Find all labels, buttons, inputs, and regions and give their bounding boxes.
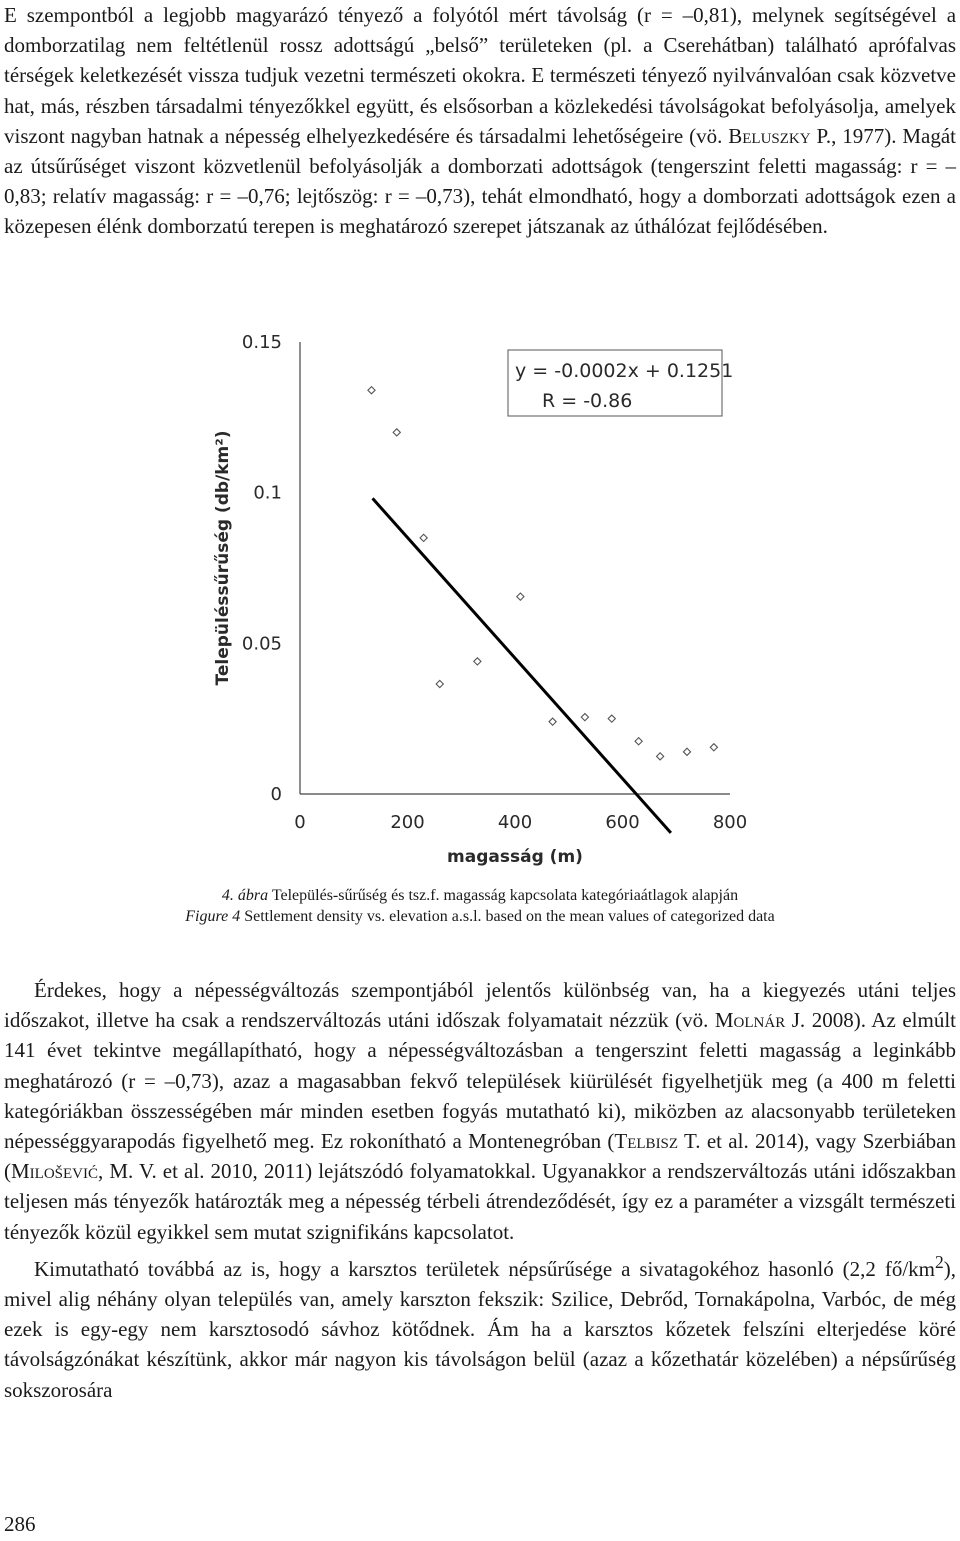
text-segment: , M. V. et al. 2010, 2011) lejátszódó folyamatokkal. Ugyanakkor a rendszerváltozás utáni időszakban teljesen más tényezők határozták meg a népesség térbeli átrendeződését, így ez a paraméter a vizsgált természeti tényezők közül egyikkel sem mutat szignifikáns kapcsolatot. xyxy=(4,1159,956,1244)
figure-caption-hu xyxy=(0,885,960,907)
data-point xyxy=(436,680,443,687)
author-reference: Molnár xyxy=(714,1008,786,1033)
text-line: Cserehátban) található aprófalvas térségek keletkezését vissza tudjuk vezetni természeti xyxy=(4,33,957,88)
x-tick-label: 0 xyxy=(294,812,306,833)
data-point xyxy=(635,738,642,745)
page-number: 286 xyxy=(4,1512,36,1536)
text-line: nagyban hatnak a népesség elhelyezkedésére és társadalmi lehetőségeire (vö. xyxy=(70,123,729,148)
data-point xyxy=(608,715,615,722)
text-segment: J. 2008). Az elmúlt 141 évet tekintve megállapítható, hogy a népességváltozásban a tengerszint feletti magasság a leginkább meghatározó (r = –0,73), azaz a magasabban fekvő települések kiürülését figyelhetjük meg (a 400 m feletti kategóriákban összességében már minden esetben fogyás mutatható ki), miközben az alacsonyabb területeken népességgyarapodás figyelhető meg. Ez rokonítható a Montenegróban ( xyxy=(4,1008,956,1154)
data-point xyxy=(420,534,427,541)
x-tick-label: 400 xyxy=(497,812,533,833)
equation-box xyxy=(508,350,733,416)
figure-scatter-chart xyxy=(200,328,760,880)
trendline-line xyxy=(373,498,671,832)
data-point xyxy=(549,718,556,725)
figure-caption-en xyxy=(0,906,960,928)
x-tick-labels xyxy=(294,812,747,833)
x-tick-label: 200 xyxy=(390,812,425,833)
caption-label: 4. ábra xyxy=(221,887,269,904)
data-point xyxy=(581,714,588,721)
author-reference: Telbisz xyxy=(614,1129,679,1154)
data-point xyxy=(683,748,690,755)
y-axis-label: Településsűrűség (db/km²) xyxy=(213,430,233,686)
text-segment: Érdekes, hogy a népességváltozás szempontjából jelentős különbség van, ha a kiegyezés utáni teljes időszakot, illetve ha csak a rendszerváltozás utáni időszak folyamatait nézzük (vö. xyxy=(4,978,956,1033)
scatter-chart xyxy=(200,328,760,880)
text-line: tényezőkkel együtt, és elsősorban a közlekedési távolságokat befolyásolja, amelyek viszont xyxy=(4,93,956,148)
caption-text: Settlement density vs. elevation a.s.l. based on the mean values of categorized data xyxy=(240,908,775,925)
x-tick-label: 600 xyxy=(605,812,640,833)
caption-label: Figure 4 xyxy=(185,908,241,925)
author-reference: Beluszky xyxy=(728,123,811,148)
equation-text: y = -0.0002x + 0.1251 xyxy=(515,360,734,382)
data-point xyxy=(393,429,400,436)
data-point xyxy=(474,658,481,665)
data-point xyxy=(368,387,375,394)
trendline xyxy=(373,498,671,832)
text-segment: P., 1977). Magát az útsűrűséget viszont közvetlenül befolyásolják a domborzati adottságok (tengerszint feletti magasság: r = –0,83; relatív magasság: r = –0,76; lejtőszög: r = –0,73), tehát elmondható, hogy a domborzati adottságok ezen a közepesen élénk domborzatú terepen is meghatározó szerepet játszanak az úthálózat fejlődésében. xyxy=(4,123,957,239)
x-tick-label: 800 xyxy=(712,812,748,833)
y-tick-label: 0.15 xyxy=(241,332,282,353)
text-segment: ), mivel alig néhány olyan település van, amely karszton fekszik: Szilice, Debrőd, Tornakápolna, Varbóc, de még ezek is egy-egy nem karsztosodó sávhoz kötődnek. Ám ha a karsztos kőzetek felszíni elterjedése köré távolságzónákat készítünk, akkor már nagyon kis távolságon belül (azaz a kőzethatár közelében) a népsűrűség sokszorosára xyxy=(4,1256,956,1402)
y-tick-labels xyxy=(242,332,282,805)
y-tick-label: 0 xyxy=(270,784,282,805)
text-segment: Kimutatható továbbá az is, hogy a karsztos területek népsűrűsége a sivatagokéhoz hasonló (2,2 fő/km xyxy=(34,1256,935,1281)
data-point xyxy=(517,593,524,600)
data-point xyxy=(710,744,717,751)
y-tick-label: 0.05 xyxy=(241,633,282,655)
data-points xyxy=(368,387,718,760)
x-axis-label: magasság (m) xyxy=(447,847,583,867)
r-value-text: R = -0.86 xyxy=(542,390,633,412)
y-tick-label: 0.1 xyxy=(253,482,282,504)
text-line: segítségével a domborzatilag nem feltétlenül rossz adottságú „belső” területeken (pl. a xyxy=(4,3,957,58)
caption-text: Település-sűrűség és tsz.f. magasság kapcsolata kategóriaátlagok alapján xyxy=(268,887,739,904)
text-line: okokra. E természeti tényező nyilvánvalóan csak közvetve hat, más, részben társadalmi xyxy=(4,63,956,118)
paragraph-bottom xyxy=(4,975,956,1405)
author-reference: Milošević xyxy=(11,1159,98,1184)
text-line: E szempontból a legjobb magyarázó tényező a folyótól mért távolság (r = –0,81), melynek xyxy=(4,3,825,27)
superscript: 2 xyxy=(935,1251,944,1272)
paragraph-top xyxy=(4,0,956,242)
text-segment: T. et al. 2014), vagy Szerbiában ( xyxy=(4,1129,956,1184)
data-point xyxy=(657,753,664,760)
